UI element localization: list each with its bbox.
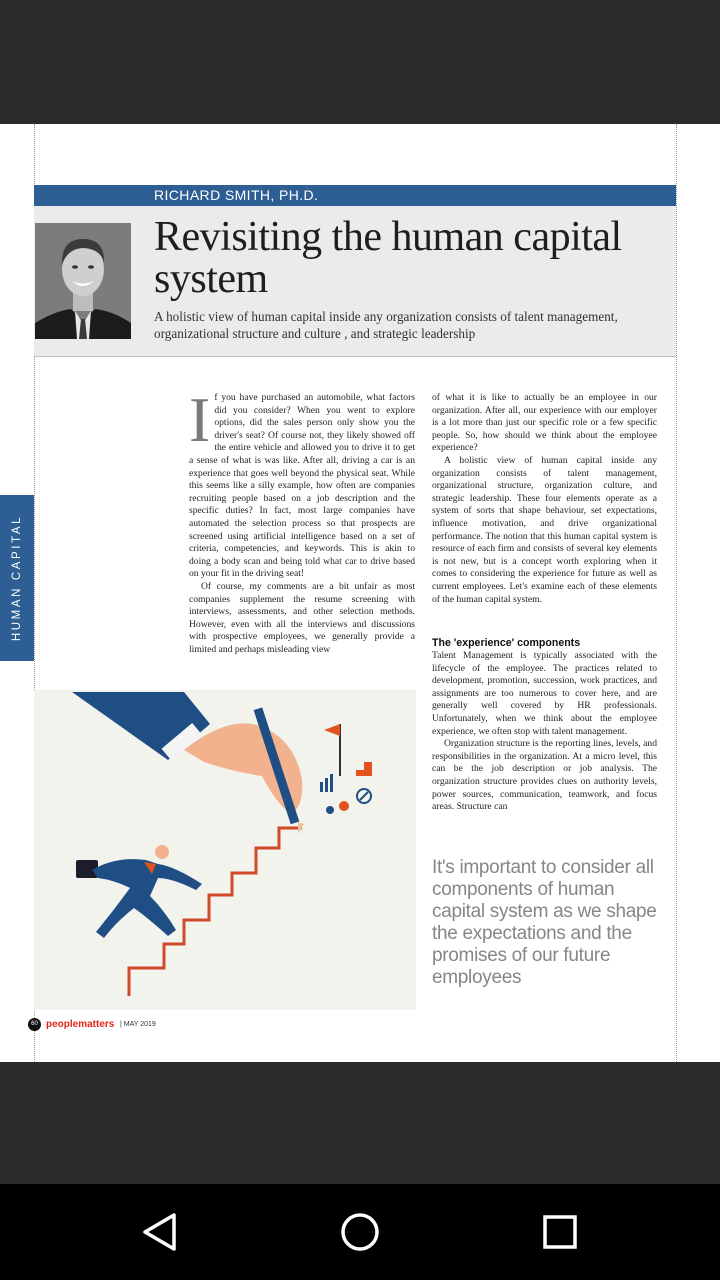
author-portrait-image (35, 223, 131, 339)
article-title: Revisiting the human capital system (154, 214, 622, 302)
author-photo (35, 223, 131, 339)
drop-cap: I (189, 384, 211, 455)
section-subheading: The 'experience' components (432, 637, 581, 649)
section-tab-label: HUMAN CAPITAL (11, 514, 23, 642)
author-name: RICHARD SMITH, PH.D. (154, 187, 319, 203)
body-column-1 (189, 384, 415, 656)
triangle-back-icon (126, 1198, 194, 1266)
article-subtitle: A holistic view of human capital inside any organization consists of talent management, organizational structure and culture , and strategic leadership (154, 309, 618, 341)
pull-quote: It's important to consider all components of human capital system as we shape the expectations and the promises of our future employees (432, 857, 657, 988)
body-column-3 (432, 636, 657, 814)
staircase-illustration (34, 690, 416, 1010)
square-recents-icon (526, 1198, 594, 1266)
body-paragraph: f you have purchased an automobile, what factors did you consider? When you went to explore options, did the sales person only show you the driver's seat? Of course not, they likely showed off the entire vehicle and allowed you to drive it to get a sense of what is was like. After all, driving a car is an experience that goes well beyond the physical seat. While this seems like a silly example, how often are companies recruiting people based on a job description and the specific duties? In fact, most large companies have automated the selection process so that prospects are screened using artificial intelligence based on a set of criteria, competencies, and keywords. This is akin to doing a body scan and being told what car to drive based on your fit in the driving seat! (189, 392, 415, 580)
nav-back-button[interactable] (126, 1198, 194, 1266)
author-band (34, 185, 676, 206)
body-paragraph: Of course, my comments are a bit unfair as most companies supplement the resume screening with interviews, assessments, and other selection methods. However, even with all the interviews and discussions with prospective employees, we generally provide a limited and perhaps misleading view (189, 580, 415, 655)
body-column-2 (432, 392, 657, 606)
right-margin-guide (676, 124, 677, 1062)
body-paragraph: A holistic view of human capital inside any organization consists of talent management, organizational structure, organization culture, and strategic leadership. These four elements operate as a system of sorts that shape behaviour, set expectations, influence motivation, and drive organizational performance. The notion that this human capital system is resource of each firm and consists of several key elements is not new, but is a concept worth exploring when it comes to considering the experience for future as well as current employees. Let's examine each of these elements of the human capital system. (432, 454, 657, 605)
body-paragraph: Talent Management is typically associated with the lifecycle of the employee. The practices related to development, promotion, succession, work practices, and assignments are too numerous to cover here, and are generally well covered by HR professionals. Unfortunately, when we think about the employee experience, we often stop with talent management. (432, 650, 657, 737)
brand-logo: peoplematters (46, 1019, 115, 1030)
page-number: 60 (28, 1018, 41, 1031)
android-nav-bar (0, 1184, 720, 1280)
body-paragraph: of what it is like to actually be an employee in our organization. After all, our experience with our employer is a lot more than just our specific role or a few specific people. So, how should we think about the employee experience? (432, 392, 657, 454)
circle-home-icon (326, 1198, 394, 1266)
nav-recents-button[interactable] (526, 1198, 594, 1266)
top-dark-bar (0, 0, 720, 124)
issue-date: | MAY 2019 (120, 1021, 156, 1028)
illustration-graphic (34, 690, 416, 1010)
nav-home-button[interactable] (326, 1198, 394, 1266)
magazine-page[interactable] (0, 124, 720, 1062)
section-tab (0, 495, 34, 661)
body-paragraph: Organization structure is the reporting lines, levels, and responsibilities in the organization. At a micro level, this can be the job description or job analysis. The organization structure provides clues on authority levels, power sources, communication, teamwork, and focus areas. Structure can (432, 738, 657, 813)
